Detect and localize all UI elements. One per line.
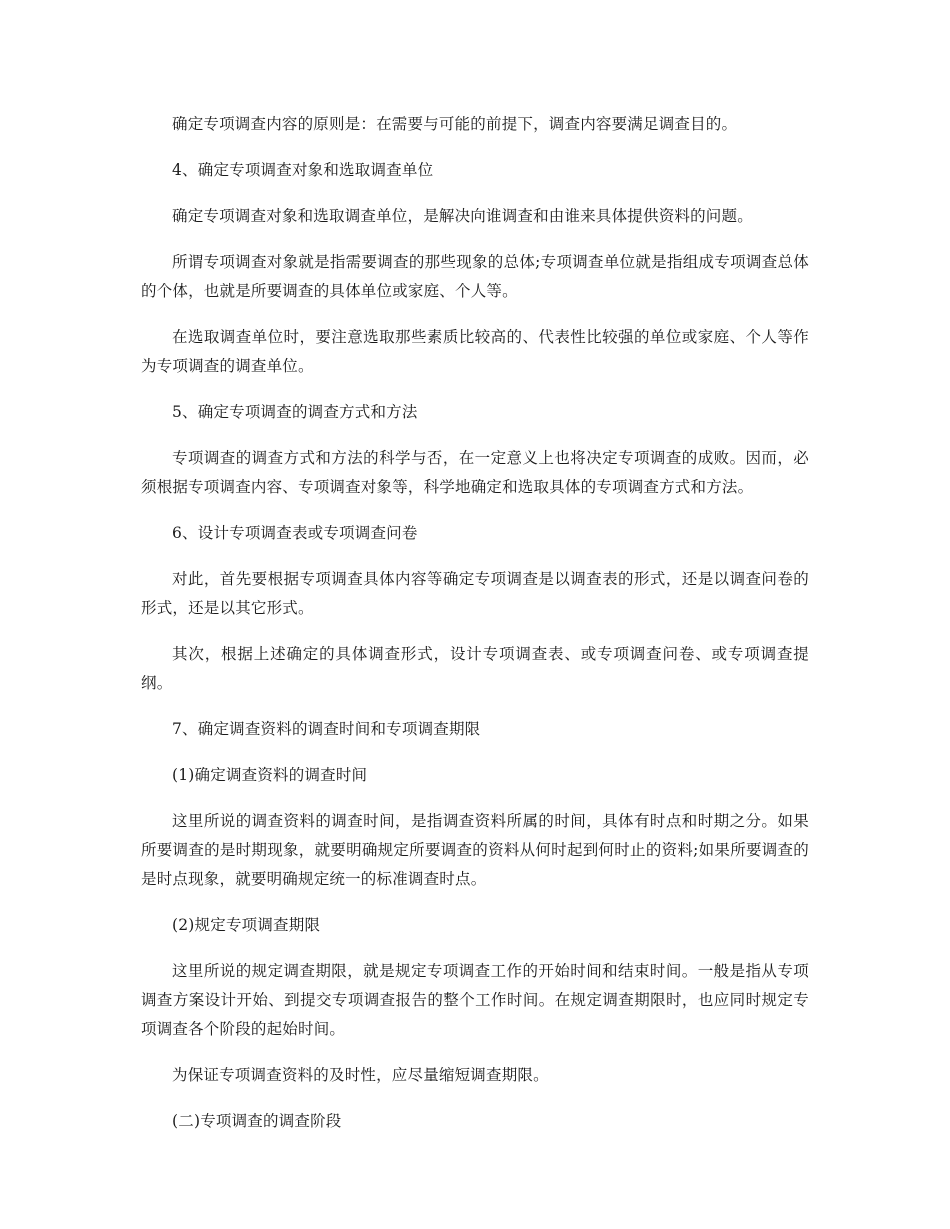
paragraph-survey-period-explanation: 这里所说的规定调查期限，就是规定专项调查工作的开始时间和结束时间。一般是指从专项调查方案设计开始、到提交专项调查报告的整个工作时间。在规定调查期限时，也应同时规定专项调查各个阶段的起始时间。	[141, 962, 809, 1038]
paragraph-timeliness: 为保证专项调查资料的及时性，应尽量缩短调查期限。	[172, 1066, 549, 1084]
paragraph-method-importance: 专项调查的调查方式和方法的科学与否，在一定意义上也将决定专项调查的成败。因而，必须根据专项调查内容、专项调查对象等，科学地确定和选取具体的专项调查方式和方法。	[141, 449, 809, 496]
paragraph-object-unit-purpose: 确定专项调查对象和选取调查单位，是解决向谁调查和由谁来具体提供资料的问题。	[172, 207, 753, 225]
heading-5-survey-method: 5、确定专项调查的调查方式和方法	[172, 403, 418, 421]
paragraph-content-principle: 确定专项调查内容的原则是：在需要与可能的前提下，调查内容要满足调查目的。	[172, 115, 738, 133]
document-page	[141, 110, 809, 1153]
heading-2-survey-stage: (二)专项调查的调查阶段	[172, 1112, 342, 1130]
paragraph-unit-selection: 在选取调查单位时，要注意选取那些素质比较高的、代表性比较强的单位或家庭、个人等作为专项调查的调查单位。	[141, 328, 809, 375]
heading-4-survey-object: 4、确定专项调查对象和选取调查单位	[172, 161, 434, 179]
paragraph-object-definition: 所谓专项调查对象就是指需要调查的那些现象的总体;专项调查单位就是指组成专项调查总体的个体，也就是所要调查的具体单位或家庭、个人等。	[141, 253, 809, 300]
paragraph-form-decision: 对此，首先要根据专项调查具体内容等确定专项调查是以调查表的形式，还是以调查问卷的形式，还是以其它形式。	[141, 570, 809, 617]
paragraph-form-design: 其次，根据上述确定的具体调查形式，设计专项调查表、或专项调查问卷、或专项调查提纲。	[141, 645, 809, 692]
subheading-2-survey-period: (2)规定专项调查期限	[172, 916, 321, 934]
heading-7-survey-time: 7、确定调查资料的调查时间和专项调查期限	[172, 720, 481, 738]
subheading-1-data-time: (1)确定调查资料的调查时间	[172, 766, 368, 784]
heading-6-questionnaire-design: 6、设计专项调查表或专项调查问卷	[172, 524, 418, 542]
paragraph-data-time-explanation: 这里所说的调查资料的调查时间，是指调查资料所属的时间，具体有时点和时期之分。如果所要调查的是时期现象，就要明确规定所要调查的资料从何时起到何时止的资料;如果所要调查的是时点现象，就要明确规定统一的标准调查时点。	[141, 812, 809, 888]
